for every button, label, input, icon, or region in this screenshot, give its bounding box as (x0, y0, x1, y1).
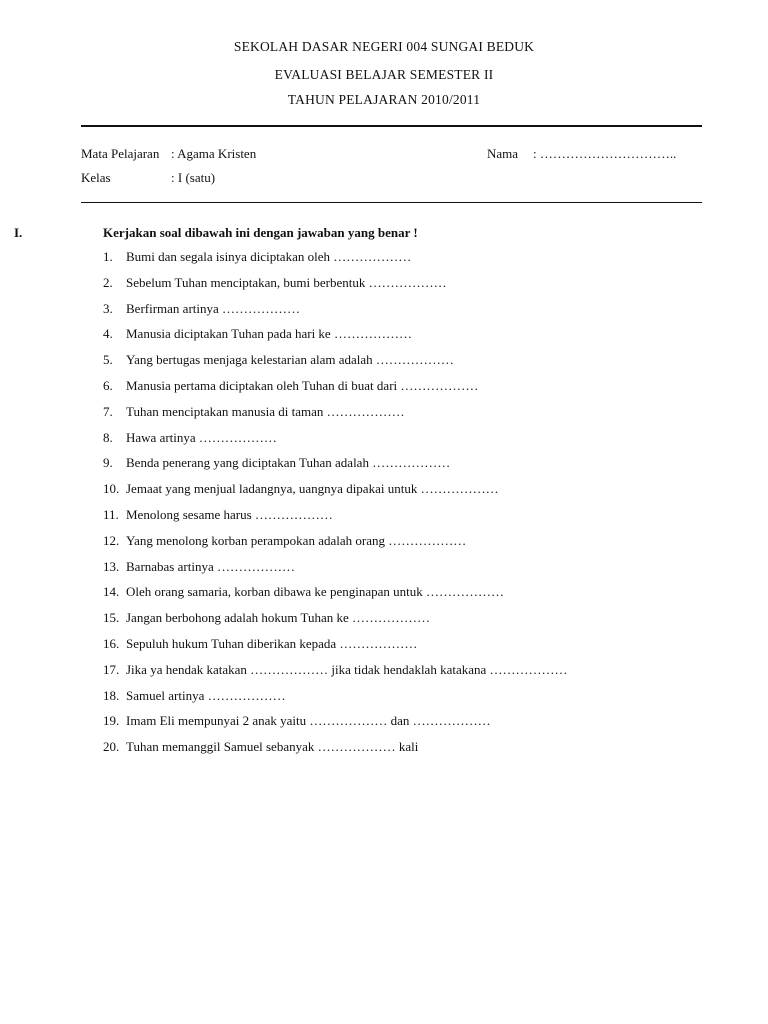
question-text: Sepuluh hukum Tuhan diberikan kepada ……………… (126, 635, 418, 651)
question-text: Bumi dan segala isinya diciptakan oleh ……………… (126, 249, 412, 264)
question-item (103, 713, 568, 739)
info-divider (81, 202, 702, 203)
question-item (103, 430, 568, 456)
question-text: Manusia pertama diciptakan oleh Tuhan di buat dari ……………… (126, 377, 479, 393)
question-item (103, 352, 568, 378)
academic-year: TAHUN PELAJARAN 2010/2011 (287, 92, 481, 107)
question-text: Sebelum Tuhan menciptakan, bumi berbentuk ……………… (126, 274, 447, 290)
question-item (103, 275, 568, 301)
question-number: 8. (103, 429, 113, 445)
question-text: Jika ya hendak katakan ……………… jika tidak hendaklah katakana ……………… (126, 661, 568, 677)
question-number: 17. (103, 661, 120, 677)
question-text: Tuhan menciptakan manusia di taman ……………… (126, 403, 405, 419)
question-number: 6. (103, 377, 113, 393)
question-text: Menolong sesame harus ……………… (126, 506, 333, 522)
question-item (103, 533, 568, 559)
exam-title: EVALUASI BELAJAR SEMESTER II (274, 67, 494, 82)
question-text: Berfirman artinya ……………… (126, 300, 301, 316)
class-row (81, 170, 215, 186)
subject-value: : Agama Kristen (171, 146, 257, 161)
school-name: SEKOLAH DASAR NEGERI 004 SUNGAI BEDUK (233, 39, 535, 54)
question-item (103, 559, 568, 585)
question-number: 4. (103, 326, 113, 342)
question-number: 1. (103, 249, 113, 264)
question-item (103, 739, 568, 765)
name-row (487, 146, 676, 162)
question-text: Oleh orang samaria, korban dibawa ke penginapan untuk ……………… (126, 584, 504, 600)
question-text: Yang bertugas menjaga kelestarian alam adalah ……………… (126, 352, 454, 368)
question-text: Yang menolong korban perampokan adalah orang ……………… (126, 532, 467, 548)
question-number: 20. (103, 739, 120, 755)
question-number: 9. (103, 455, 113, 471)
section-instruction: Kerjakan soal dibawah ini dengan jawaban yang benar ! (103, 225, 418, 240)
question-text: Hawa artinya ……………… (126, 429, 277, 445)
question-item (103, 481, 568, 507)
question-number: 11. (103, 506, 119, 522)
question-number: 7. (103, 403, 113, 419)
question-item (103, 662, 568, 688)
question-item (103, 326, 568, 352)
question-number: 12. (103, 532, 120, 548)
question-item (103, 688, 568, 714)
question-item (103, 455, 568, 481)
section-number: I. (14, 225, 23, 240)
question-text: Jemaat yang menjual ladangnya, uangnya dipakai untuk ……………… (126, 481, 499, 497)
question-list (103, 249, 568, 765)
question-item (103, 378, 568, 404)
question-text: Jangan berbohong adalah hokum Tuhan ke ……………… (126, 610, 431, 626)
question-number: 19. (103, 713, 120, 729)
question-text: Samuel artinya ……………… (126, 687, 286, 703)
question-number: 13. (103, 558, 120, 574)
question-item (103, 404, 568, 430)
question-number: 18. (103, 687, 120, 703)
subject-label: Mata Pelajaran (81, 146, 160, 161)
question-item (103, 249, 568, 275)
question-number: 10. (103, 481, 120, 497)
question-text: Benda penerang yang diciptakan Tuhan adalah ……………… (126, 455, 451, 471)
question-number: 3. (103, 300, 113, 316)
question-item (103, 507, 568, 533)
question-text: Tuhan memanggil Samuel sebanyak ……………… kali (126, 739, 419, 755)
class-label: Kelas (81, 170, 111, 185)
question-number: 14. (103, 584, 120, 600)
question-number: 16. (103, 635, 120, 651)
name-value: : ………………………….. (533, 146, 677, 161)
question-number: 5. (103, 352, 113, 368)
question-item (103, 584, 568, 610)
class-value: : I (satu) (171, 170, 216, 185)
header-divider (81, 125, 702, 127)
question-number: 2. (103, 274, 113, 290)
name-label: Nama (487, 146, 519, 161)
question-number: 15. (103, 610, 120, 626)
question-item (103, 301, 568, 327)
question-text: Imam Eli mempunyai 2 anak yaitu ……………… dan ……………… (126, 713, 491, 729)
question-item (103, 610, 568, 636)
question-item (103, 636, 568, 662)
question-text: Barnabas artinya ……………… (126, 558, 295, 574)
question-text: Manusia diciptakan Tuhan pada hari ke ……………… (126, 326, 412, 342)
subject-row (81, 146, 256, 162)
